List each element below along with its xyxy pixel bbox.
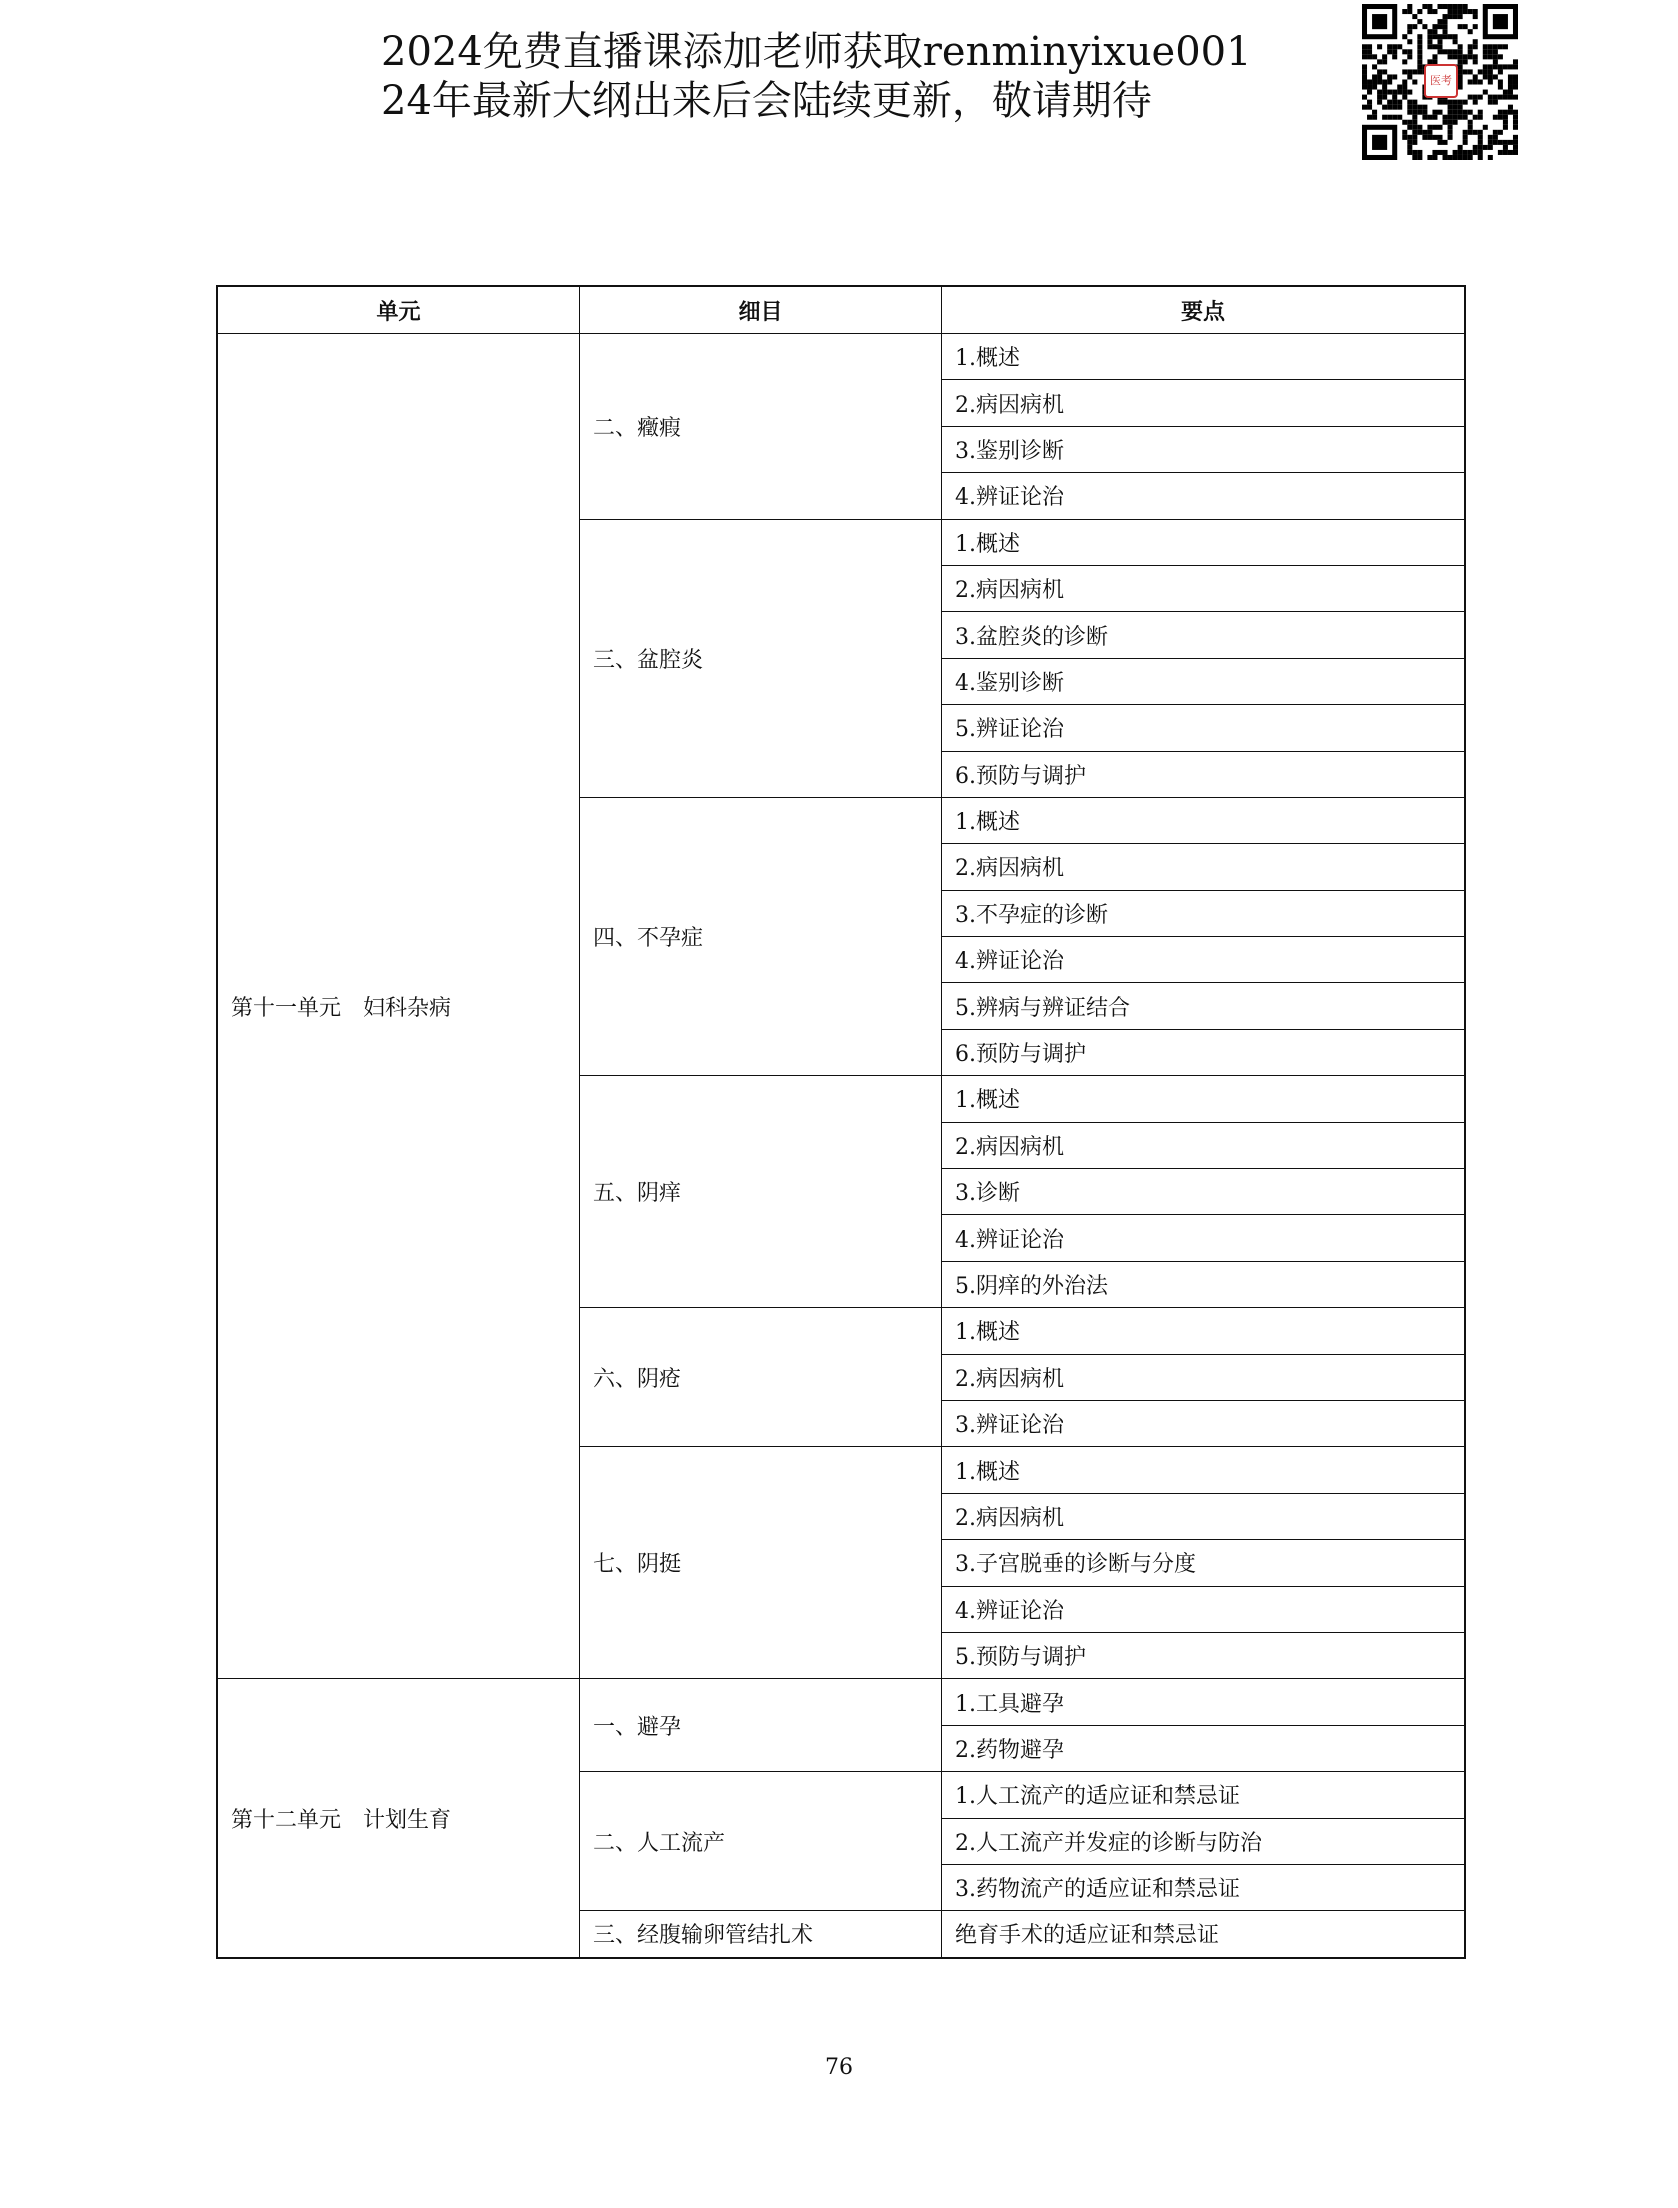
point-cell: 3.辨证论治 xyxy=(942,1400,1466,1446)
point-cell: 1.人工流产的适应证和禁忌证 xyxy=(942,1772,1466,1818)
header-item: 细目 xyxy=(580,286,942,334)
qr-logo: 医考 xyxy=(1424,64,1458,98)
point-cell: 2.病因病机 xyxy=(942,1493,1466,1539)
item-cell: 三、盆腔炎 xyxy=(580,519,942,797)
point-cell: 6.预防与调护 xyxy=(942,751,1466,797)
promo-banner xyxy=(381,28,1252,126)
point-cell: 4.鉴别诊断 xyxy=(942,658,1466,704)
item-cell: 六、阴疮 xyxy=(580,1308,942,1447)
item-cell: 二、癥瘕 xyxy=(580,334,942,520)
point-cell: 3.子宫脱垂的诊断与分度 xyxy=(942,1540,1466,1586)
point-cell: 1.概述 xyxy=(942,334,1466,380)
promo-line-1: 2024免费直播课添加老师获取renminyixue001 xyxy=(381,29,1252,75)
item-cell: 二、人工流产 xyxy=(580,1772,942,1911)
point-cell: 2.病因病机 xyxy=(942,1122,1466,1168)
point-cell: 3.不孕症的诊断 xyxy=(942,890,1466,936)
point-cell: 5.辨病与辨证结合 xyxy=(942,983,1466,1029)
point-cell: 4.辨证论治 xyxy=(942,473,1466,519)
table-row xyxy=(217,334,1465,380)
point-cell: 1.概述 xyxy=(942,1076,1466,1122)
point-cell: 3.诊断 xyxy=(942,1169,1466,1215)
point-cell: 绝育手术的适应证和禁忌证 xyxy=(942,1911,1466,1958)
point-cell: 2.病因病机 xyxy=(942,844,1466,890)
header-point: 要点 xyxy=(942,286,1466,334)
point-cell: 2.病因病机 xyxy=(942,380,1466,426)
item-cell: 一、避孕 xyxy=(580,1679,942,1772)
point-cell: 2.人工流产并发症的诊断与防治 xyxy=(942,1818,1466,1864)
point-cell: 1.概述 xyxy=(942,519,1466,565)
point-cell: 2.药物避孕 xyxy=(942,1725,1466,1771)
promo-line-2: 24年最新大纲出来后会陆续更新，敬请期待 xyxy=(381,78,1152,124)
item-cell: 七、阴挺 xyxy=(580,1447,942,1679)
point-cell: 4.辨证论治 xyxy=(942,1215,1466,1261)
page-number: 76 xyxy=(825,2055,853,2080)
point-cell: 1.工具避孕 xyxy=(942,1679,1466,1725)
point-cell: 1.概述 xyxy=(942,1447,1466,1493)
header-unit: 单元 xyxy=(217,286,580,334)
point-cell: 2.病因病机 xyxy=(942,565,1466,611)
point-cell: 3.鉴别诊断 xyxy=(942,426,1466,472)
point-cell: 5.阴痒的外治法 xyxy=(942,1261,1466,1307)
unit-cell: 第十一单元 妇科杂病 xyxy=(217,334,580,1679)
point-cell: 1.概述 xyxy=(942,1308,1466,1354)
point-cell: 3.药物流产的适应证和禁忌证 xyxy=(942,1864,1466,1910)
point-cell: 5.辨证论治 xyxy=(942,705,1466,751)
table-header-row xyxy=(217,286,1465,334)
item-cell: 四、不孕症 xyxy=(580,797,942,1075)
point-cell: 3.盆腔炎的诊断 xyxy=(942,612,1466,658)
syllabus-table xyxy=(216,285,1466,1959)
point-cell: 6.预防与调护 xyxy=(942,1029,1466,1075)
point-cell: 4.辨证论治 xyxy=(942,937,1466,983)
unit-cell: 第十二单元 计划生育 xyxy=(217,1679,580,1958)
point-cell: 5.预防与调护 xyxy=(942,1632,1466,1678)
point-cell: 4.辨证论治 xyxy=(942,1586,1466,1632)
item-cell: 三、经腹输卵管结扎术 xyxy=(580,1911,942,1958)
point-cell: 2.病因病机 xyxy=(942,1354,1466,1400)
item-cell: 五、阴痒 xyxy=(580,1076,942,1308)
table-row xyxy=(217,1679,1465,1725)
point-cell: 1.概述 xyxy=(942,797,1466,843)
